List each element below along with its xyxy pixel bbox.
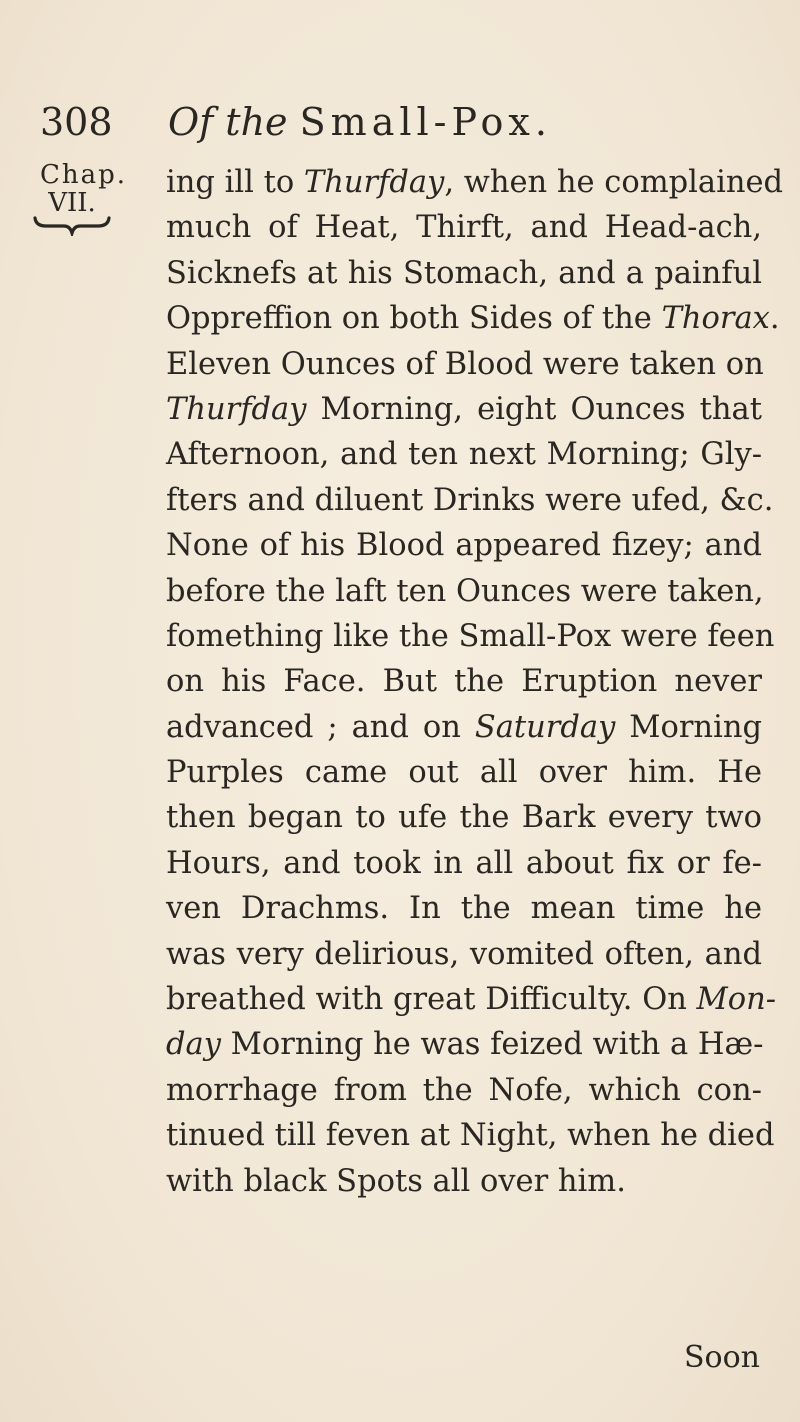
text-line: [166, 750, 762, 795]
chapter-number: VII.: [48, 188, 96, 218]
running-title-prefix: Of the: [168, 100, 288, 144]
text-segment: Thurfday: [303, 165, 445, 200]
running-title-main: Small-Pox.: [299, 100, 552, 144]
text-segment: .: [769, 301, 780, 337]
text-line: [166, 932, 762, 977]
text-segment: breathed with great Difficulty. On: [166, 982, 697, 1018]
text-segment: Afternoon, and ten next Morning; Gly-: [166, 437, 762, 473]
text-line: [166, 342, 762, 387]
running-title: [168, 100, 552, 144]
text-segment: Thurfday: [166, 391, 307, 427]
text-segment: fomething like the Small-Pox were feen: [166, 618, 775, 654]
text-line: [166, 205, 762, 250]
text-segment: Hours, and took in all about fix or fe-: [166, 845, 762, 881]
text-segment: , when he complained: [444, 165, 784, 200]
text-line: [166, 478, 774, 523]
text-line: [166, 705, 762, 750]
text-line: [166, 1159, 762, 1204]
chapter-label: Chap.: [40, 160, 128, 190]
text-line: [166, 432, 762, 477]
text-segment: Eleven Ounces of Blood were taken on: [166, 346, 764, 382]
text-segment: was very delirious, vomited often, and: [166, 936, 762, 972]
text-segment: much of Heat, Thirft, and Head-ach,: [166, 210, 762, 246]
text-line: [166, 614, 775, 659]
text-segment: then began to ufe the Bark every two: [166, 800, 762, 836]
text-segment: Sicknefs at his Stomach, and a painful: [166, 255, 762, 291]
text-line: [166, 160, 784, 205]
text-line: [166, 1113, 775, 1158]
text-segment: Morning he was feized with a Hæ-: [220, 1027, 764, 1063]
text-line: [166, 659, 762, 704]
chapter-margin-note: [40, 160, 130, 236]
text-segment: on his Face. But the Eruption never: [166, 664, 762, 700]
text-segment: Thorax: [661, 301, 770, 337]
text-segment: ven Drachms. In the mean time he: [166, 891, 762, 927]
page-header: [40, 100, 760, 160]
text-line: [166, 1068, 762, 1113]
text-line: [166, 1022, 762, 1067]
text-segment: morrhage from the Nofe, which con-: [166, 1072, 762, 1108]
text-line: [166, 977, 777, 1022]
text-segment: None of his Blood appeared fizey; and: [166, 528, 762, 564]
catchword: Soon: [684, 1340, 760, 1375]
text-segment: Morning, eight Ounces that: [306, 391, 762, 427]
text-segment: Oppreffion on both Sides of the: [166, 301, 662, 337]
text-segment: Purples came out all over him. He: [166, 755, 762, 791]
text-segment: before the laft ten Ounces were taken,: [166, 573, 764, 609]
text-line: [166, 795, 762, 840]
text-line: [166, 569, 762, 614]
text-line: [166, 841, 762, 886]
text-line: [166, 387, 762, 432]
page-number: 308: [40, 100, 113, 144]
text-line: [166, 523, 762, 568]
text-line: [166, 296, 780, 341]
text-segment: day: [166, 1027, 221, 1063]
body-text: [166, 160, 784, 1204]
text-line: [166, 251, 762, 296]
text-segment: Saturday: [474, 709, 616, 745]
text-segment: Mon-: [696, 982, 777, 1018]
text-segment: with black Spots all over him.: [166, 1163, 626, 1199]
text-segment: advanced ; and on: [166, 709, 475, 745]
text-segment: ing ill to: [166, 165, 304, 200]
text-segment: Morning: [615, 709, 762, 745]
text-line: [166, 886, 762, 931]
text-segment: fters and diluent Drinks were ufed, &c.: [166, 482, 774, 518]
text-segment: tinued till feven at Night, when he died: [166, 1118, 775, 1154]
